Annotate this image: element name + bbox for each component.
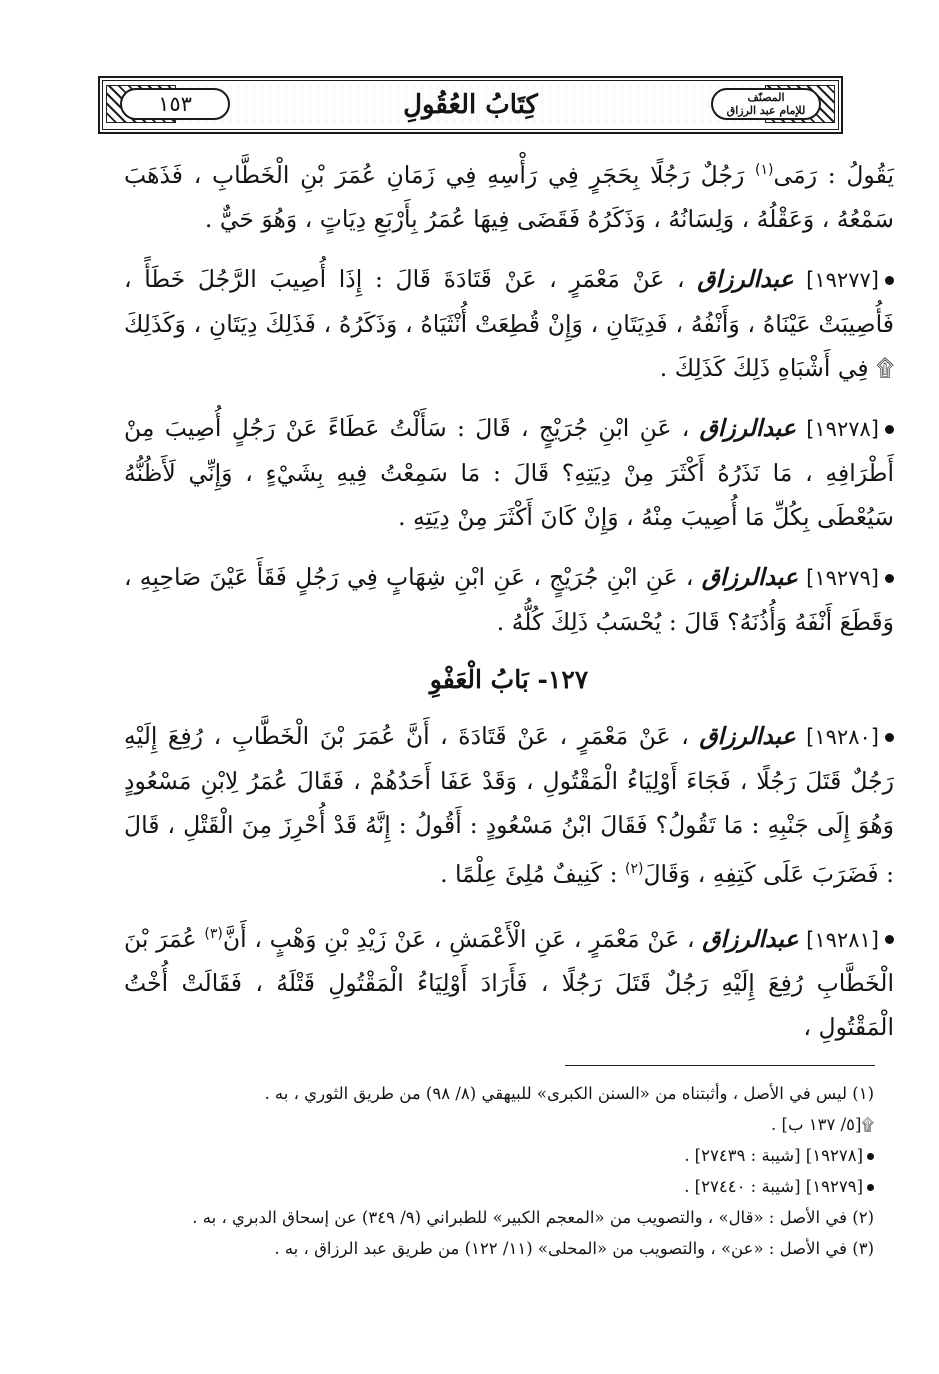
bullet-icon <box>867 1153 874 1160</box>
hadith-19279 <box>124 555 894 644</box>
hadith-author: عبدالرزاق <box>697 264 794 293</box>
book-logo <box>711 88 821 120</box>
hadith-text: ، عَنْ مَعْمَرٍ ، عَنْ قَتَادَةَ قَالَ : إِذَا أُصِيبَ الرَّجُلَ خَطَأً ، فَأُصِيبَتْ عَيْنَاهُ ، وَأَنْفُهُ ، فَدِيَتَانِ ، وَإِنْ قُطِعَتْ أُنْثَيَاهُ ، وَذَكَرُهُ ، فَذَلِكَ دِيَتَانِ ، وَكَذَلِكَ ۩ فِي أَشْبَاهِ ذَلِكَ كَذَلِكَ . <box>124 264 894 382</box>
hadith-19280 <box>124 714 894 896</box>
book-section-title: كِتَابُ العُقُولِ <box>403 90 538 120</box>
cross-ref-19279 <box>124 1171 874 1202</box>
book-logo-line1: المصنّف <box>747 91 785 104</box>
hadith-number: [١٩٢٧٧] <box>806 267 879 292</box>
hadith-text: ، عَنِ ابْنِ جُرَيْجٍ ، قَالَ : سَأَلْتُ عَطَاءً عَنْ رَجُلٍ أُصِيبَ مِنْ أَطْرَافِهِ ، مَا نَذَرُهُ أَكْثَرَ مِنْ دِيَتِهِ؟ قَالَ : مَا سَمِعْتُ فِيهِ بِشَيْءٍ ، وَإِنِّي لَأَظُنُّهُ سَيُعْطَى بِكُلِّ مَا أُصِيبَ مِنْهُ ، وَإِنْ كَانَ أَكْثَرَ مِنْ دِيَتِهِ . <box>124 413 894 531</box>
hadith-number: [١٩٢٨١] <box>806 927 879 952</box>
intro-text-a: يَقُولُ : رَمَى <box>773 160 895 189</box>
bullet-icon <box>885 276 894 285</box>
hadith-text-a: ، عَنْ مَعْمَرٍ ، عَنْ قَتَادَةَ ، أَنَّ عُمَرَ بْنَ الْخَطَّابِ ، رُفِعَ إِلَيْهِ رَجُلٌ قَتَلَ رَجُلًا ، فَجَاءَ أَوْلِيَاءُ الْمَقْتُولِ ، وَقَدْ عَفَا أَحَدُهُمْ ، فَقَالَ عُمَرُ لِابْنِ مَسْعُودٍ وَهُوَ إِلَى جَنْبِهِ : مَا تَقُولُ؟ فَقَالَ ابْنُ مَسْعُودٍ : أَقُولُ : إِنَّهُ قَدْ أُحْرِزَ مِنَ الْقَتْلِ ، قَالَ : فَضَرَبَ عَلَى كَتِفِهِ ، وَقَالَ <box>124 721 894 888</box>
bullet-icon <box>867 1184 874 1191</box>
footnote-3: (٣) في الأصل : «عن» ، والتصويب من «المحلى» (١١/ ١٢٢) من طريق عبد الرزاق ، به . <box>274 1239 874 1258</box>
bullet-icon <box>885 935 894 944</box>
footnote-ref-1[interactable]: (١) <box>755 162 774 178</box>
cross-ref-19278 <box>124 1140 874 1171</box>
footnote-ref-2[interactable]: (٢) <box>625 860 644 877</box>
hadith-author: عبدالرزاق <box>702 924 799 953</box>
hadith-number: [١٩٢٨٠] <box>806 724 879 749</box>
intro-text-b: رَجُلٌ رَجُلًا بِحَجَرٍ فِي رَأْسِهِ فِي زَمَانِ عُمَرَ بْنِ الْخَطَّابِ ، فَذَهَبَ سَمْعُهُ ، وَعَقْلُهُ ، وَلِسَانُهُ ، وَذَكَرُهُ فَقَضَى فِيهَا عُمَرُ بِأَرْبَعِ دِيَاتٍ ، وَهُوَ حَيٌّ . <box>124 160 894 233</box>
page-number: ١٥٣ <box>120 88 230 120</box>
hadith-19277 <box>124 257 894 390</box>
chapter-heading: ١٢٧- بَابُ الْعَفْوِ <box>429 664 589 694</box>
footnotes <box>124 1078 874 1264</box>
footnote-1: (١) ليس في الأصل ، وأثبتناه من «السنن الكبرى» للبيهقي (٨/ ٩٨) من طريق الثوري ، به . <box>264 1084 874 1103</box>
main-text <box>124 148 894 1065</box>
footnote-divider <box>565 1065 875 1066</box>
hadith-19278 <box>124 406 894 539</box>
hadith-author: عبدالرزاق <box>699 721 796 750</box>
footnote-2: (٢) في الأصل : «قال» ، والتصويب من «المعجم الكبير» للطبراني (٩/ ٣٤٩) عن إسحاق الدبري ، به . <box>192 1208 874 1227</box>
hadith-text-a: ، عَنْ مَعْمَرٍ ، عَنِ الْأَعْمَشِ ، عَنْ زَيْدِ بْنِ وَهْبٍ ، أَنَّ <box>222 924 695 953</box>
hadith-text-b: : كَنِيفٌ مُلِئَ عِلْمًا . <box>440 859 625 888</box>
running-header <box>98 76 843 134</box>
bullet-icon <box>885 574 894 583</box>
intro-paragraph <box>124 148 894 241</box>
cross-ref-text: [١٩٢٧٩] [شيبة : ٢٧٤٤٠] . <box>684 1177 863 1196</box>
book-logo-line2: للإمام عبد الرزاق <box>726 104 806 117</box>
cross-ref-text: [١٩٢٧٨] [شيبة : ٢٧٤٣٩] . <box>684 1146 863 1165</box>
footnote-ref-3[interactable]: (٣) <box>204 925 223 942</box>
hadith-author: عبدالرزاق <box>701 562 798 591</box>
bullet-icon <box>885 425 894 434</box>
hadith-19281 <box>124 912 894 1050</box>
hadith-text: ، عَنِ ابْنِ جُرَيْجٍ ، عَنِ ابْنِ شِهَابٍ فِي رَجُلٍ فَقَأَ عَيْنَ صَاحِبِهِ ، وَقَطَعَ أَنْفَهُ وَأُذُنَهُ؟ قَالَ : يُحْسَبُ ذَلِكَ كُلُّهُ . <box>124 562 894 636</box>
bullet-icon <box>885 733 894 742</box>
hadith-number: [١٩٢٧٩] <box>806 565 879 590</box>
hadith-author: عبدالرزاق <box>699 413 796 442</box>
folio-marker: ۩[٥/ ١٣٧ ب] . <box>771 1115 874 1134</box>
hadith-number: [١٩٢٧٨] <box>806 416 879 441</box>
hadith-text-b: عُمَرَ بْنَ الْخَطَّابِ رُفِعَ إِلَيْهِ رَجُلٌ قَتَلَ رَجُلًا ، فَأَرَادَ أَوْلِيَاءُ الْمَقْتُولِ قَتْلَهُ ، فَقَالَتْ أُخْتُ الْمَقْتُولِ ، <box>124 924 894 1042</box>
